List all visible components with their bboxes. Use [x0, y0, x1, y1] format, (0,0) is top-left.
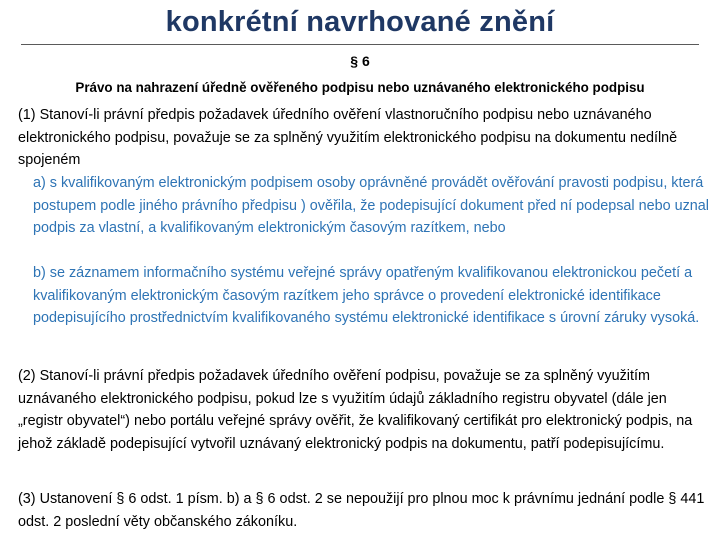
section-heading: Právo na nahrazení úředně ověřeného podpisu nebo uznávaného elektronického podpisu [75, 80, 645, 95]
subparagraph-b: b) se záznamem informačního systému veřejné správy opatřeným kvalifikovanou elektronickou pečetí a kvalifikovaným elektronickým časovým razítkem jeho správce o provedení elektronické identifikace podepisujícího prostřednictvím kvalifikovaného systému elektronické identifikace s úrovní záruky vysoká. [33, 265, 700, 326]
paragraph-3: (3) Ustanovení § 6 odst. 1 písm. b) a § 6 odst. 2 se nepoužijí pro plnou moc k právnímu jednání podle § 441 odst. 2 poslední věty občanského zákoníku. [18, 491, 705, 530]
title-divider [21, 44, 699, 45]
section-number: § 6 [350, 53, 370, 69]
paragraph-2: (2) Stanoví-li právní předpis požadavek úředního ověření podpisu, považuje se za splněný využitím uznávaného elektronického podpisu, pokud lze s využitím údajů základního registru obyvatel (dále jen „registr obyvatel“) nebo portálu veřejné správy ověřit, že kvalifikovaný certifikát pro elektronický podpis, na jehož základě podepisující vytvořil uznávaný elektronický podpis na dokumentu, patří podepisujícímu. [18, 368, 693, 452]
subparagraph-a: a) s kvalifikovaným elektronickým podpisem osoby oprávněné provádět ověřování pravosti podpisu, která postupem podle jiného právního předpisu ) ověřila, že podepisující dokument před ní podepsal nebo uznal podpis za vlastní, a kvalifikovaným elektronickým časovým razítkem, nebo [33, 175, 710, 236]
page-title: konkrétní navrhované znění [165, 6, 555, 38]
paragraph-1: (1) Stanoví-li právní předpis požadavek úředního ověření vlastnoručního podpisu nebo uznávaného elektronického podpisu, považuje se za splněný využitím elektronického podpisu na dokumentu nedílně spojeném [18, 107, 678, 168]
